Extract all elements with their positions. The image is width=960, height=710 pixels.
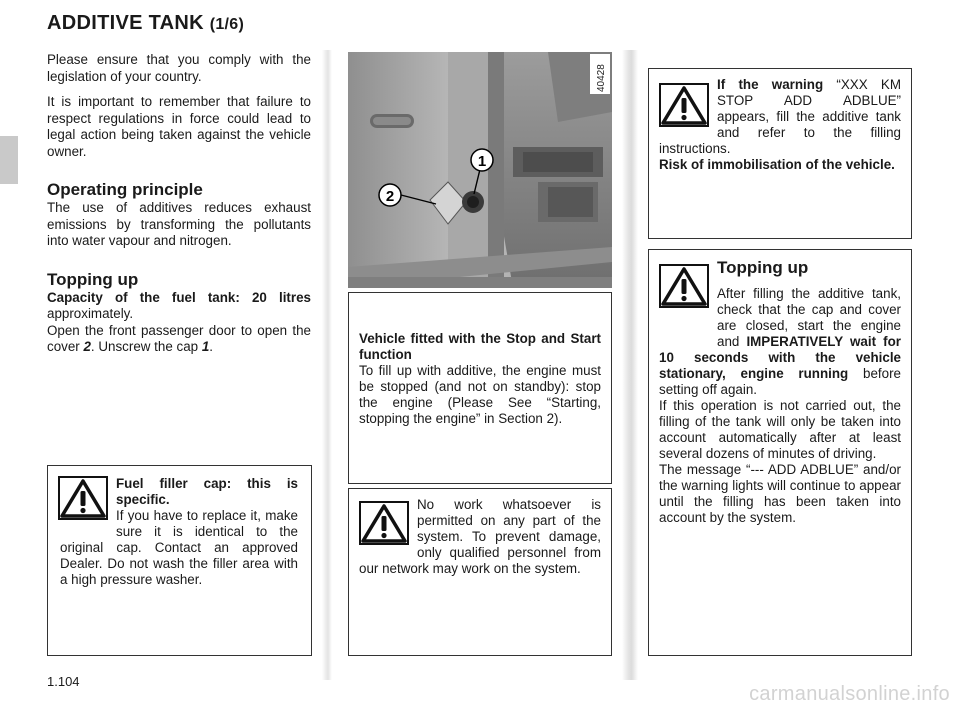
topping-t1-end: before setting off again. bbox=[659, 366, 901, 397]
topping-t3: The message “--- ADD ADBLUE” and/or the warning lights will continue to appear until the filling has been taken into account by the system. bbox=[659, 462, 901, 525]
paragraph-legislation: Please ensure that you comply with the legislation of your country. bbox=[47, 52, 311, 84]
paragraph-regulations: It is important to remember that failure to respect regulations in force could lead to legal action being taken against the vehicle owner. bbox=[47, 94, 311, 159]
stop-start-text bbox=[359, 331, 601, 427]
heading-topping-up: Topping up bbox=[47, 269, 139, 289]
topping-up-heading: Topping up bbox=[717, 258, 809, 277]
warning-risk: Risk of immobilisation of the vehicle. bbox=[659, 157, 895, 172]
paragraph-capacity bbox=[47, 290, 311, 323]
topping-up-text bbox=[659, 258, 901, 526]
filler-cap-bold: Fuel filler cap: this is specific. bbox=[116, 476, 298, 507]
filler-cap-body: If you have to replace it, make sure it is identical to the original cap. Contact an approved Dealer. Do not wash the filler area with a high pressure washer. bbox=[60, 508, 298, 587]
topping-t1: After filling the additive tank, check that the cap and cover are closed, start the engine and bbox=[717, 286, 901, 349]
open-ref-1: 1 bbox=[201, 339, 210, 354]
capacity-bold: Capacity of the fuel tank: 20 litres bbox=[47, 289, 311, 305]
figure-door-filler bbox=[348, 52, 612, 288]
no-work-warning-box bbox=[348, 488, 612, 656]
open-ref-2: 2 bbox=[83, 339, 91, 354]
topping-t2: If this operation is not carried out, the filling of the tank will only be taken into account automatically after at least several dozens of minutes of driving. bbox=[659, 398, 901, 461]
icon-float-spacer bbox=[60, 476, 116, 538]
topping-up-warning-box bbox=[648, 249, 912, 656]
heading-operating-principle: Operating principle bbox=[47, 180, 203, 199]
stop-start-body: To fill up with additive, the engine must be stopped (and not on standby): stop the engine (Please See “Starting, stopping the engine” in Section 2). bbox=[359, 363, 601, 426]
page-title-part: (1/6) bbox=[209, 16, 245, 33]
page-title bbox=[47, 12, 244, 35]
filler-cap-text bbox=[60, 476, 298, 588]
watermark: carmanualsonline.info bbox=[749, 683, 950, 705]
open-text-c: . bbox=[209, 339, 214, 354]
column-gutter bbox=[322, 50, 332, 680]
icon-float-spacer bbox=[659, 77, 717, 139]
filler-cap-warning-box bbox=[47, 465, 312, 656]
capacity-rest: approximately. bbox=[47, 306, 134, 321]
open-text-a: Open the front passenger door to open the cover bbox=[47, 322, 311, 354]
no-work-body: No work whatsoever is permitted on any part of the system. To prevent damage, only qualified personnel from our network may work on the system. bbox=[359, 497, 601, 576]
stop-start-info-box bbox=[348, 292, 612, 484]
paragraph-open-cover bbox=[47, 323, 311, 356]
callout-2-label: 2 bbox=[385, 188, 395, 205]
callout-1-label: 1 bbox=[477, 153, 487, 170]
page-number: 1.104 bbox=[47, 674, 80, 689]
section-tab-marker bbox=[0, 136, 18, 184]
warning-message-text bbox=[659, 77, 901, 173]
warning-msg: “XXX KM STOP ADD ADBLUE” appears, fill the additive tank and refer to the filling instructions. bbox=[659, 77, 902, 156]
topping-t1-bold: IMPERATIVELY wait for 10 seconds with the vehicle stationary, engine running bbox=[659, 334, 901, 381]
left-column bbox=[47, 52, 311, 356]
vehicle-photo bbox=[348, 52, 612, 288]
paragraph-operating-principle: The use of additives reduces exhaust emissions by transforming the pollutants into water vapour and nitrogen. bbox=[47, 200, 311, 248]
page-title-text: ADDITIVE TANK bbox=[47, 12, 204, 34]
no-work-text bbox=[359, 497, 601, 577]
icon-float-spacer bbox=[359, 497, 417, 559]
figure-reference: 40428 bbox=[596, 64, 607, 92]
stop-start-bold: Vehicle fitted with the Stop and Start function bbox=[359, 331, 601, 362]
icon-float-spacer bbox=[659, 258, 717, 336]
warning-message-box bbox=[648, 68, 912, 239]
warning-lead: If the warning bbox=[717, 77, 824, 92]
open-text-b: . Unscrew the cap bbox=[90, 339, 202, 354]
column-gutter bbox=[622, 50, 638, 680]
